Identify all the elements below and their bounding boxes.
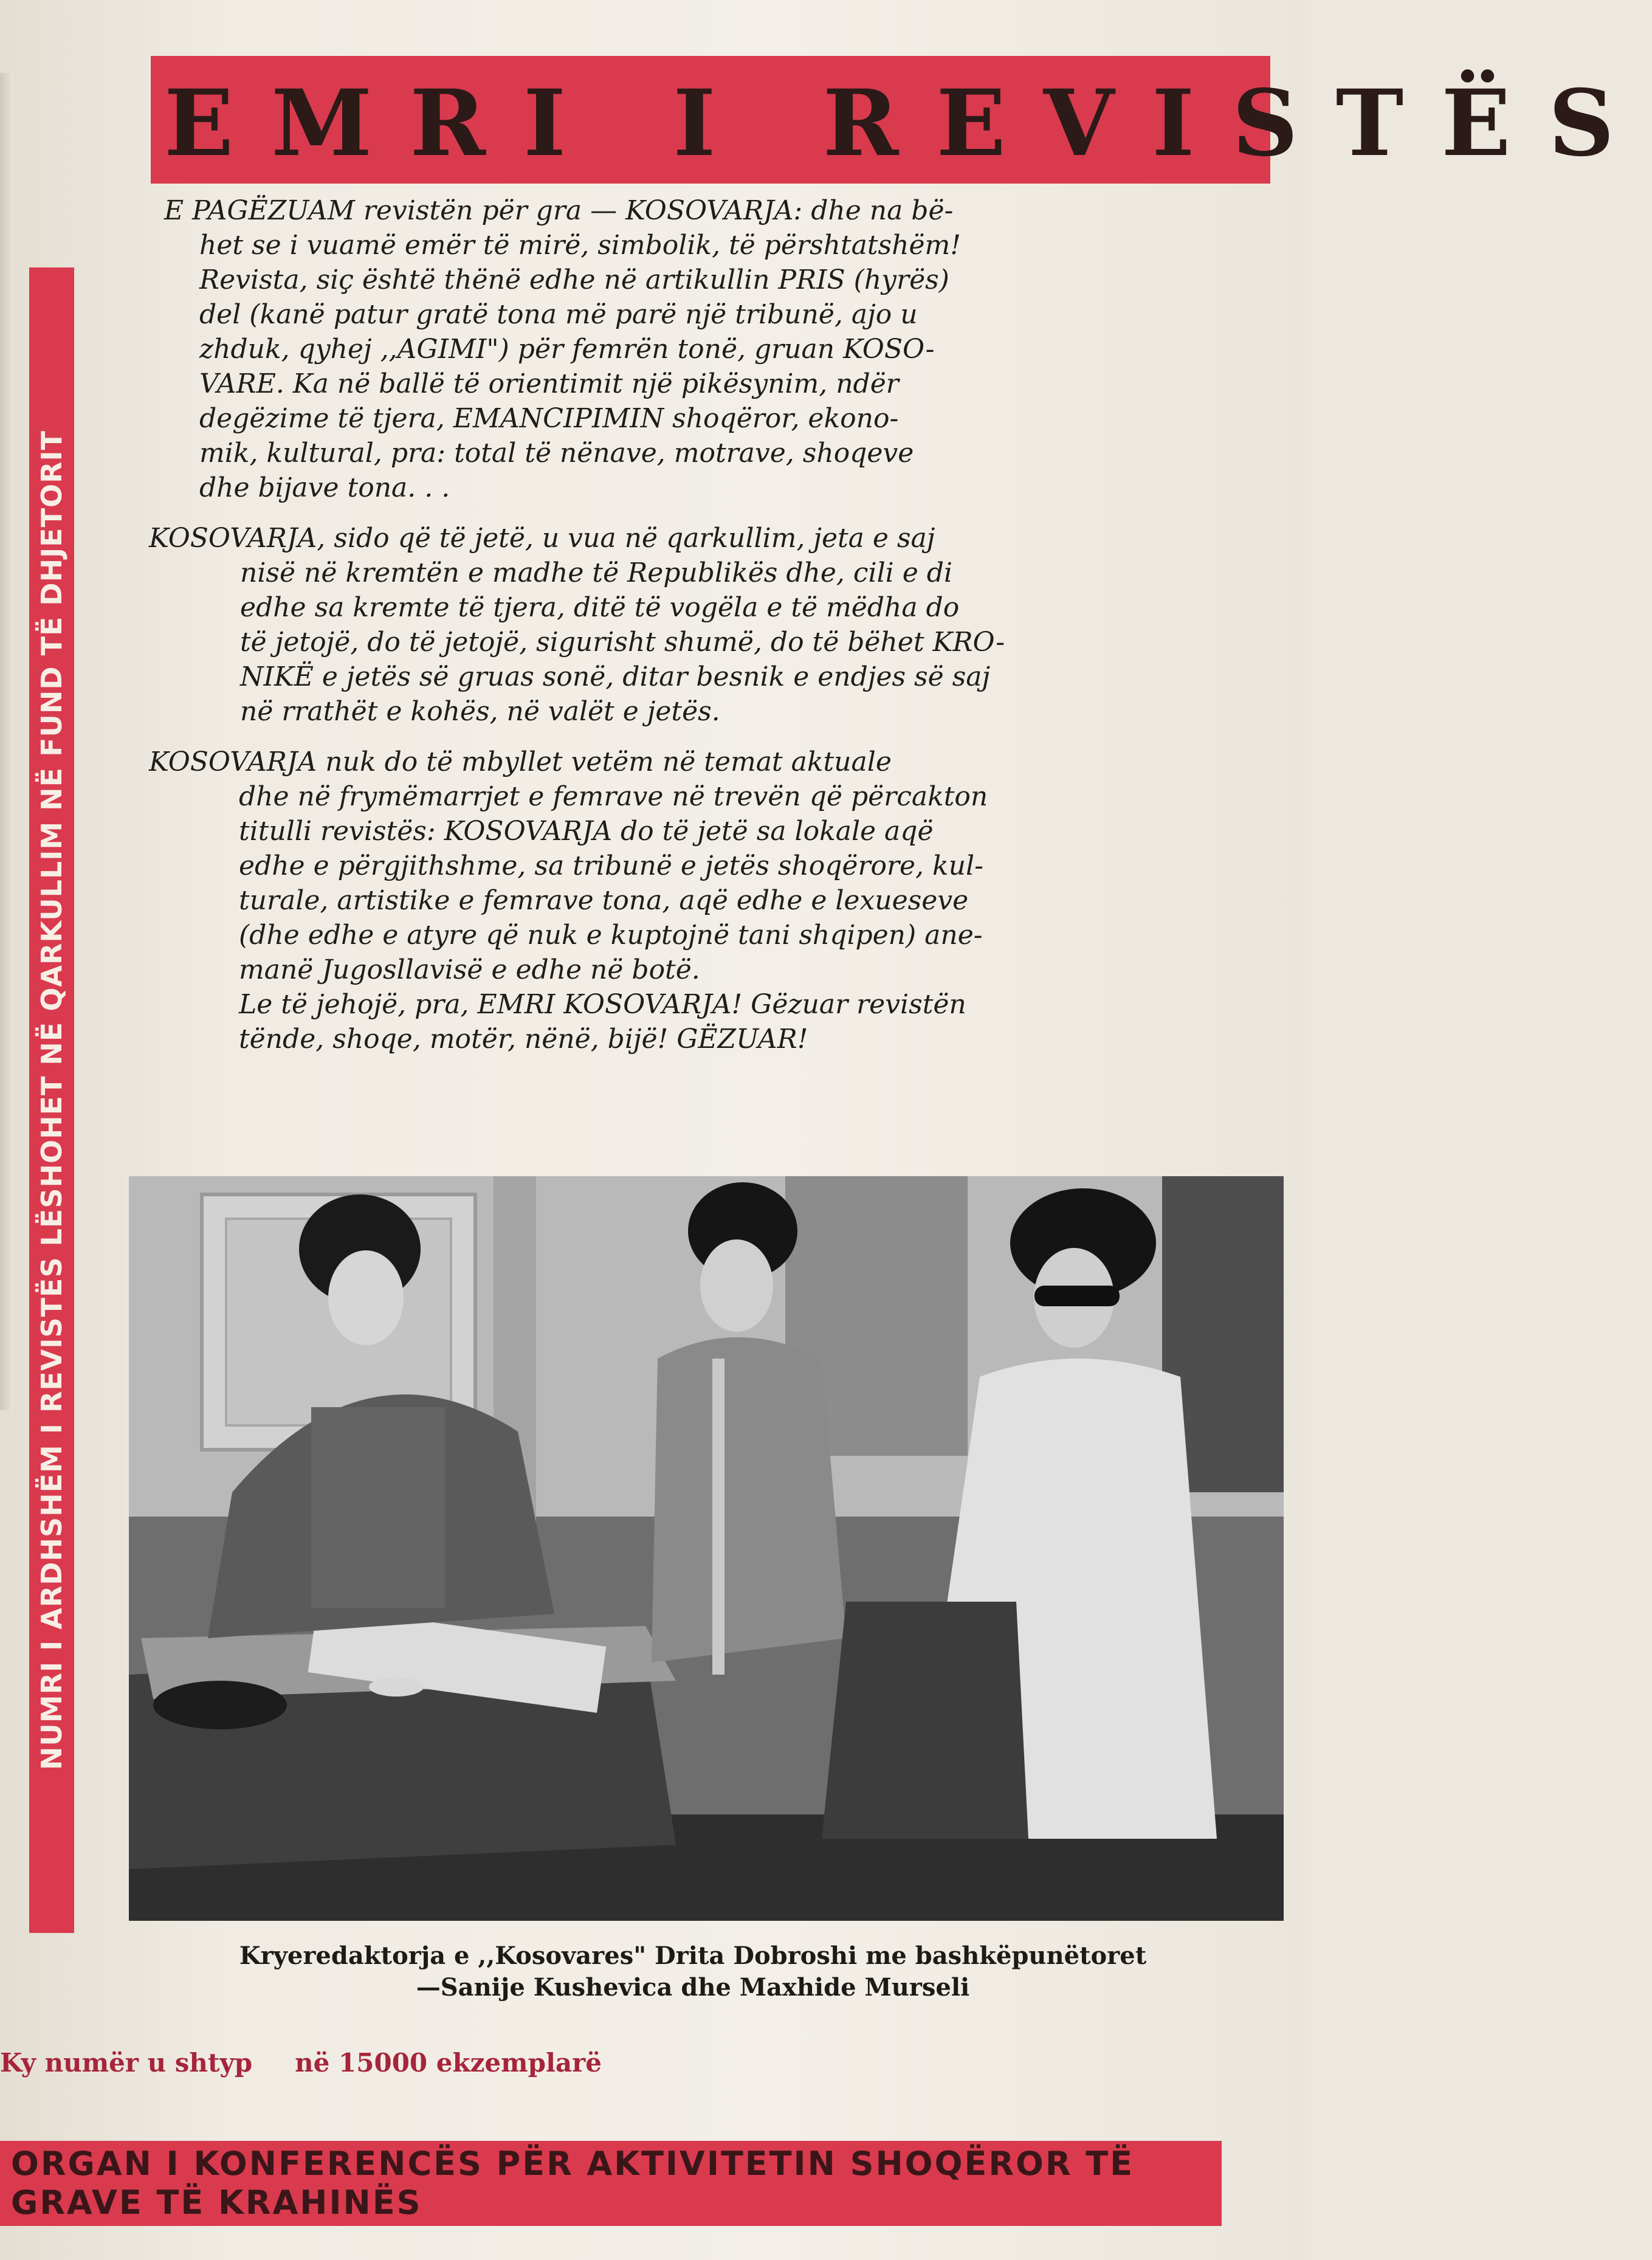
article-line: NIKË e jetës së gruas sonë, ditar besnik e endjes së saj [240, 661, 991, 692]
photo-caption [152, 1940, 1234, 2003]
article-paragraph-2 [149, 521, 1219, 729]
footer-text [11, 2145, 1214, 2222]
article-line: të jetojë, do të jetojë, sigurisht shumë, do të bëhet KRO- [240, 627, 1005, 658]
article-line: Revista, siç është thënë edhe në artikullin PRIS (hyrës) [199, 264, 949, 295]
article-line: në rrathët e kohës, në valët e jetës. [240, 696, 720, 727]
article-line: KOSOVARJA nuk do të mbyllet vetëm në temat aktuale [149, 746, 892, 777]
article-line: E PAGËZUAM revistën për gra — KOSOVARJA: dhe na bë- [164, 195, 954, 226]
print-run-value: në 15000 ekzemplarë [295, 2048, 602, 2078]
footer-line: GRAVE TË KRAHINËS [11, 2183, 422, 2222]
print-run-label: Ky numër u shtyp [0, 2048, 253, 2078]
caption-line: —Sanije Kushevica dhe Maxhide Murseli [416, 1973, 970, 2002]
page-title: EMRI I REVISTËS [164, 70, 1652, 177]
article-paragraph-1 [149, 193, 1219, 505]
footer-line: ORGAN I KONFERENCËS PËR AKTIVITETIN SHOQËROR TË [11, 2145, 1134, 2183]
article-line: tënde, shoqe, motër, nënë, bijë! GËZUAR! [239, 1024, 808, 1055]
article-line: edhe e përgjithshme, sa tribunë e jetës shoqërore, kul- [239, 850, 983, 881]
article-line: VARE. Ka në ballë të orientimit një pikësynim, ndër [199, 368, 899, 399]
article-line: mik, kultural, pra: total të nënave, motrave, shoqeve [199, 438, 914, 469]
article-line: manë Jugosllavisë e edhe në botë. [239, 954, 700, 985]
caption-line: Kryeredaktorja e ,,Kosovares" Drita Dobroshi me bashkëpunëtoret [239, 1941, 1147, 1970]
page-edge-shadow [0, 73, 13, 1410]
article-paragraph-3 [149, 745, 1219, 1056]
article-body [149, 193, 1219, 1072]
article-line: nisë në kremtën e madhe të Republikës dhe, cili e di [240, 557, 952, 588]
article-line: titulli revistës: KOSOVARJA do të jetë sa lokale aqë [239, 816, 934, 847]
article-line: Le të jehojë, pra, EMRI KOSOVARJA! Gëzuar revistën [239, 989, 966, 1020]
article-line: (dhe edhe e atyre që nuk e kuptojnë tani shqipen) ane- [239, 920, 983, 951]
article-line: edhe sa kremte të tjera, ditë të vogëla e të mëdha do [240, 592, 960, 623]
article-line: dhe në frymëmarrjet e femrave në trevën që përcakton [239, 781, 988, 812]
print-run-notice [0, 2046, 669, 2080]
photo-three-women [129, 1176, 1284, 1921]
article-line: del (kanë patur gratë tona më parë një tribunë, ajo u [199, 299, 918, 330]
article-line: dhe bijave tona. . . [199, 472, 450, 503]
article-line: degëzime të tjera, EMANCIPIMIN shoqëror, ekono- [199, 403, 899, 434]
article-line: turale, artistike e femrave tona, aqë edhe e lexueseve [239, 885, 969, 916]
article-line: KOSOVARJA, sido që të jetë, u vua në qarkullim, jeta e saj [149, 523, 935, 554]
article-line: zhduk, qyhej ,,AGIMI") për femrën tonë, gruan KOSO- [199, 334, 935, 365]
article-line: het se i vuamë emër të mirë, simbolik, të përshtatshëm! [199, 230, 961, 261]
side-banner-text: NUMRI I ARDHSHËM I REVISTËS LËSHOHET NË QARKULLIM NË FUND TË DHJETORIT [35, 430, 68, 1771]
